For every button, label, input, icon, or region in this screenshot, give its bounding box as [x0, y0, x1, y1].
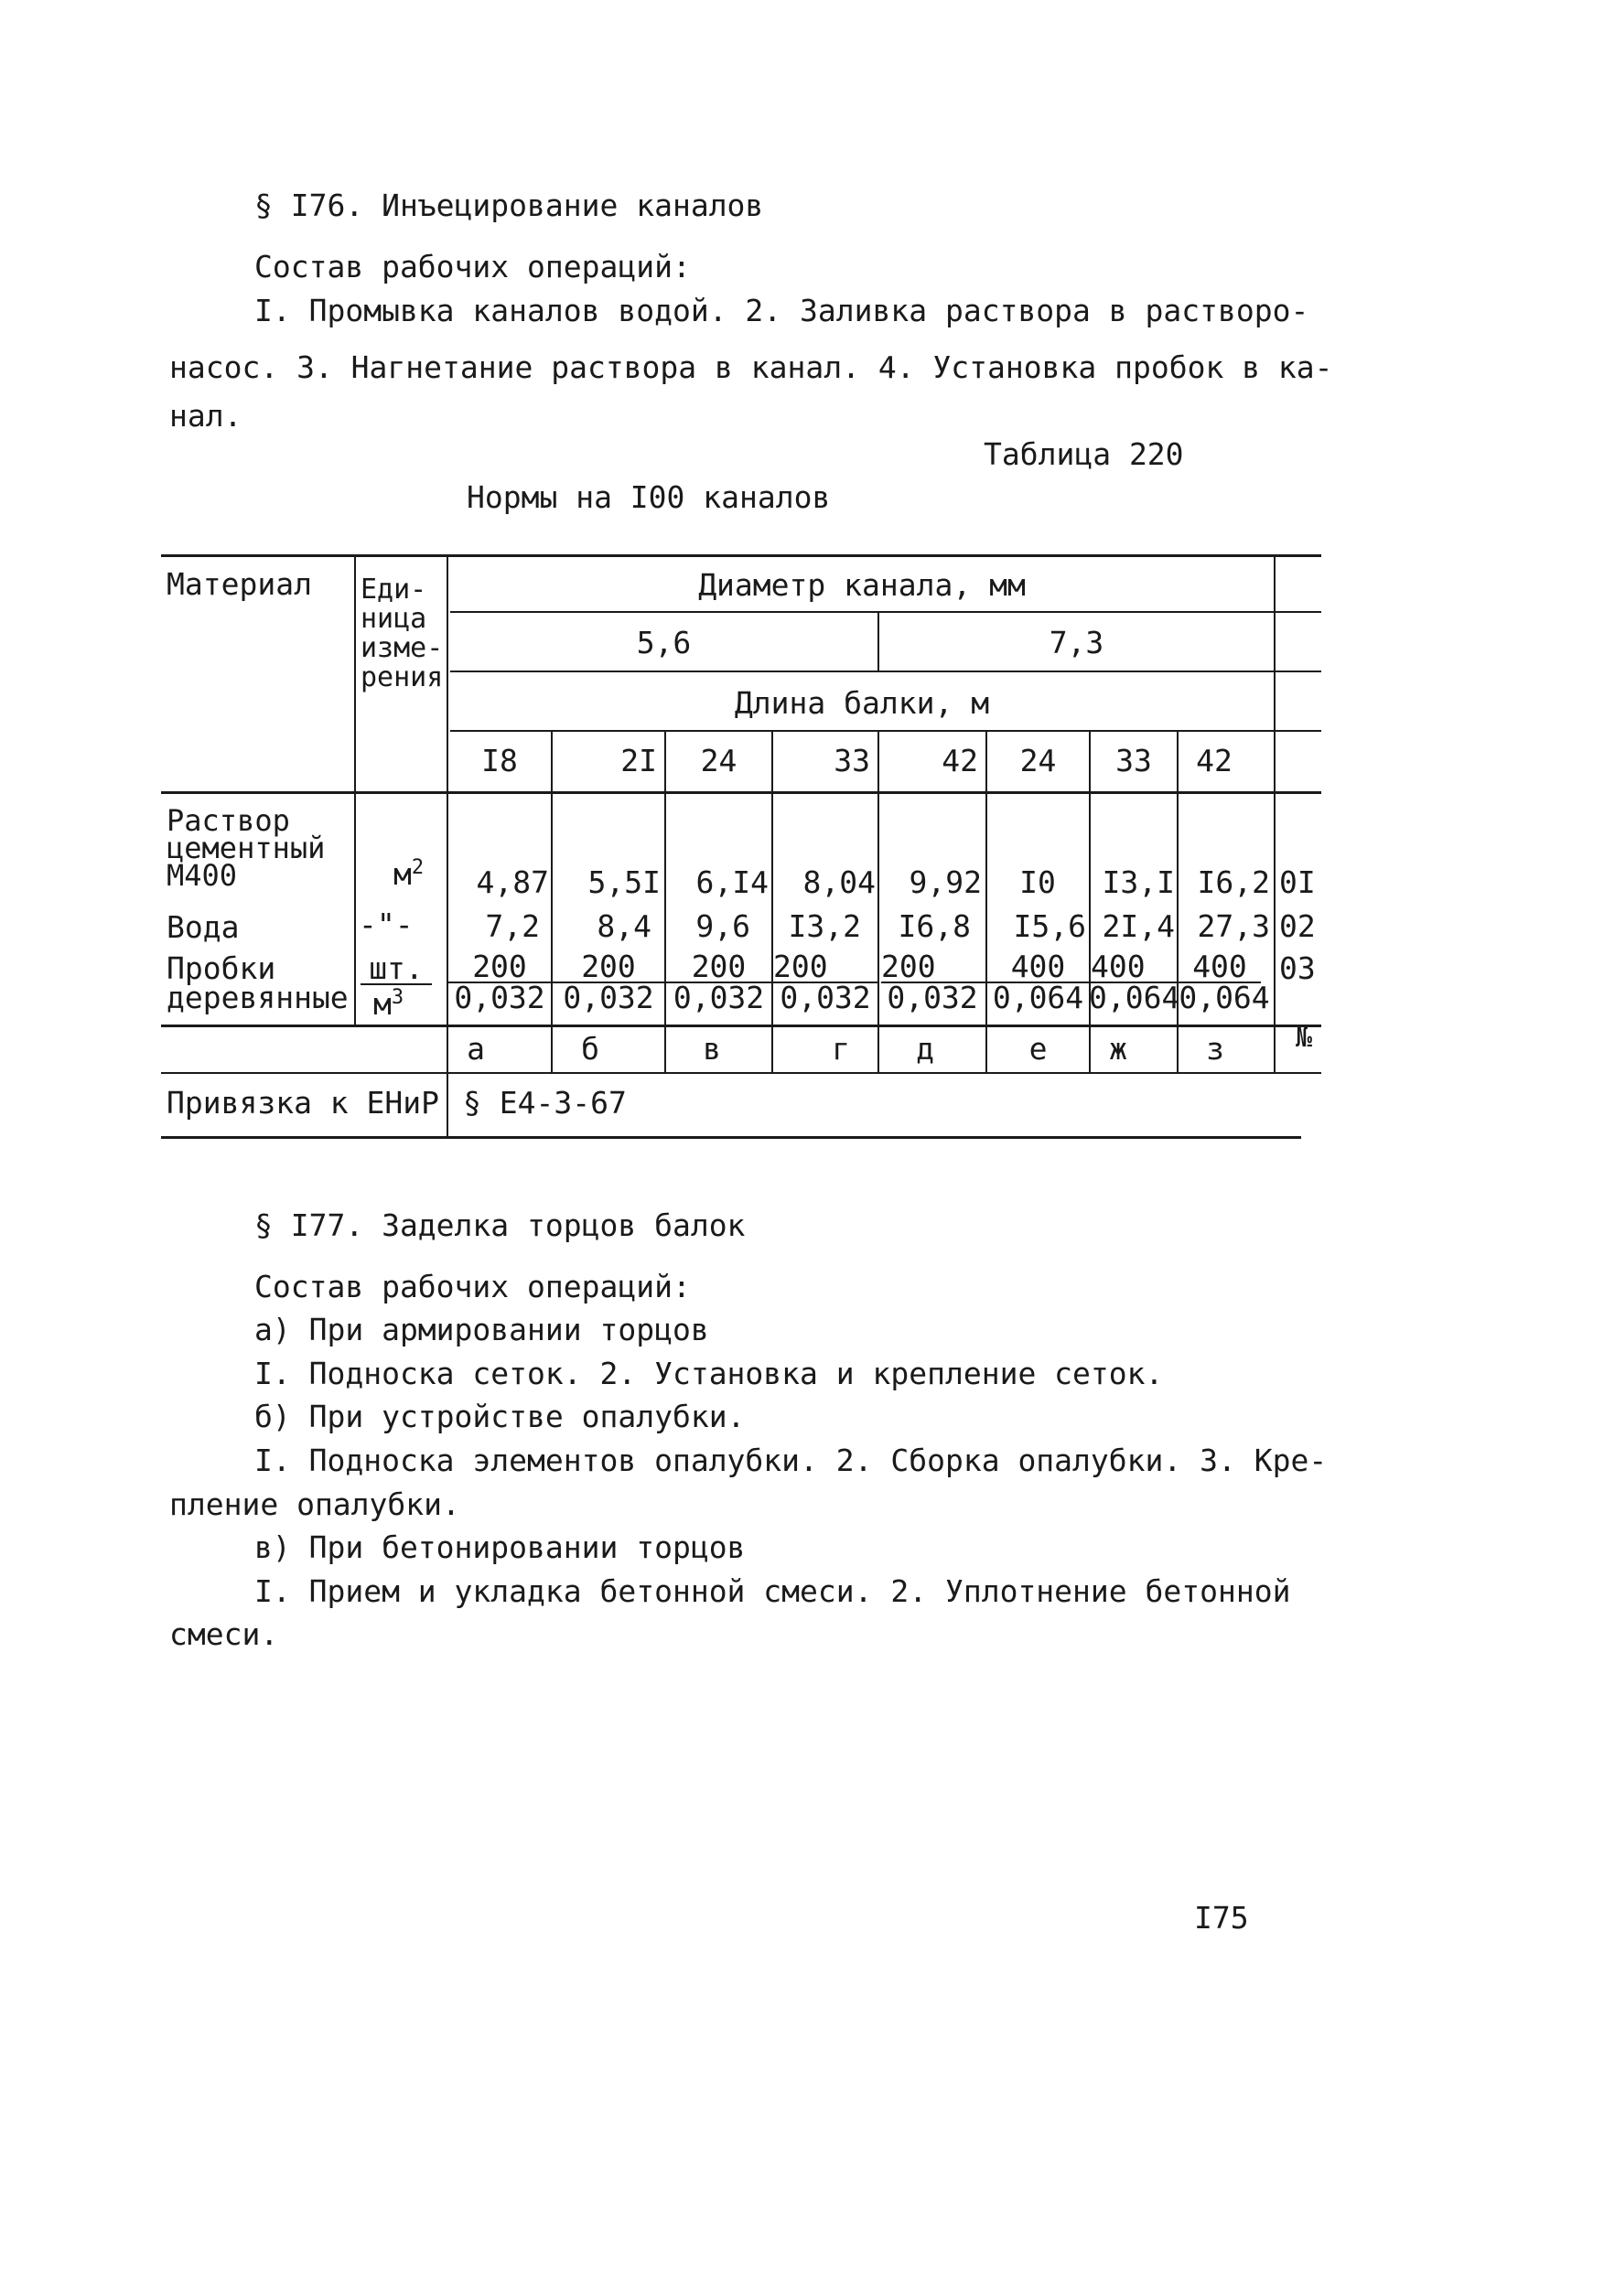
- section-177-line-5: I. Подноска элементов опалубки. 2. Сборка опалубки. 3. Кре-: [254, 1443, 1328, 1478]
- row-3-bottom-5: 0,032: [887, 980, 978, 1015]
- header-length-3: 24: [700, 743, 737, 778]
- header-length-1: I8: [481, 743, 518, 778]
- table-caption: Нормы на I00 каналов: [467, 479, 831, 515]
- header-material: Материал: [167, 566, 312, 602]
- row-2-val-2: 8,4: [597, 908, 651, 944]
- row-3-name: [167, 950, 349, 1015]
- letter-4: г: [832, 1031, 850, 1067]
- table-line-diameter: [450, 611, 1321, 613]
- header-diameter: Диаметр канала, мм: [698, 567, 1026, 603]
- row-1-code: 0I: [1279, 864, 1316, 900]
- row-3-top-8: 400: [1179, 951, 1261, 983]
- row-3-top-4: 200: [773, 951, 877, 983]
- table-col-sep-6: [1089, 730, 1091, 1072]
- header-d1: 5,6: [636, 625, 692, 660]
- table-header-bottom: [161, 791, 1321, 794]
- section-176-ops-heading: Состав рабочих операций:: [254, 249, 691, 284]
- row-3-bottom-2: 0,032: [563, 980, 654, 1015]
- section-177-line-1: Состав рабочих операций:: [254, 1269, 691, 1304]
- row-3-bottom-8: 0,064: [1179, 980, 1270, 1015]
- row-3-bottom-7: 0,064: [1089, 980, 1180, 1015]
- section-177-line-7: в) При бетонировании торцов: [254, 1529, 746, 1565]
- row-3-top-5: 200: [881, 951, 985, 983]
- row-2-val-7: 2I,4: [1102, 908, 1175, 944]
- section-176-title: § I76. Инъецирование каналов: [254, 188, 764, 223]
- table-letters-bottom: [161, 1072, 1321, 1074]
- row-3-bottom-3: 0,032: [673, 980, 765, 1015]
- row-2-val-1: 7,2: [485, 908, 540, 944]
- table-col-sep-7: [1177, 730, 1179, 1072]
- row-3-bottom-1: 0,032: [454, 980, 545, 1015]
- number-sign: №: [1296, 1022, 1313, 1054]
- row-3-bottom-4: 0,032: [780, 980, 871, 1015]
- section-176-ops-line-2: насос. 3. Нагнетание раствора в канал. 4. Установка пробок в ка-: [169, 349, 1333, 385]
- row-3-top-2: 200: [553, 951, 664, 983]
- table-col-sep-4: [877, 730, 879, 1072]
- letter-6: е: [1028, 1031, 1048, 1067]
- table-col-codes-left: [1274, 554, 1276, 1072]
- row-1-val-4: 8,04: [802, 864, 876, 900]
- row-1-name-line-2: цементный: [167, 831, 326, 865]
- row-2-name: Вода: [167, 909, 240, 945]
- header-length-2: 2I: [620, 743, 657, 778]
- header-unit-line-3: изме-: [361, 632, 444, 664]
- row-1-name: [167, 803, 326, 893]
- row-2-val-5: I6,8: [898, 908, 971, 944]
- table-number: Таблица 220: [984, 436, 1184, 472]
- table-col-sep-1: [551, 730, 553, 1072]
- section-177-line-4: б) При устройстве опалубки.: [254, 1399, 746, 1434]
- row-2-val-3: 9,6: [695, 908, 750, 944]
- section-177-line-8: I. Прием и укладка бетонной смеси. 2. Уплотнение бетонной: [254, 1573, 1291, 1609]
- section-176-ops-line-3: нал.: [169, 398, 242, 434]
- row-1-val-7: I3,I: [1102, 864, 1175, 900]
- letter-8: з: [1206, 1031, 1224, 1067]
- row-1-unit: $м^2$: [393, 856, 425, 892]
- letter-3: в: [703, 1031, 721, 1067]
- section-177-title: § I77. Заделка торцов балок: [254, 1207, 746, 1243]
- letter-2: б: [581, 1031, 599, 1067]
- row-3-name-line-1: Пробки: [167, 950, 276, 986]
- table-line-d-values: [450, 671, 1321, 672]
- row-1-val-8: I6,2: [1197, 864, 1270, 900]
- row-1-val-3: 6,I4: [695, 864, 769, 900]
- section-177-line-6: пление опалубки.: [169, 1486, 460, 1522]
- table-col-sep-2: [664, 730, 666, 1072]
- table-line-length: [450, 730, 1321, 732]
- row-1-name-line-3: М400: [167, 858, 238, 893]
- header-d2: 7,3: [1049, 625, 1104, 660]
- letter-7: ж: [1109, 1031, 1127, 1067]
- table-col-sep-3: [771, 730, 773, 1072]
- row-1-name-line-1: Раствор: [167, 803, 290, 838]
- row-3-top-3: 200: [666, 951, 771, 983]
- header-length-5: 42: [942, 743, 978, 778]
- row-2-val-6: I5,6: [1013, 908, 1086, 944]
- letter-1: а: [467, 1031, 485, 1067]
- row-3-unit-top: шт.: [361, 953, 432, 985]
- row-1-val-1: 4,87: [476, 864, 549, 900]
- header-unit-line-1: Еди-: [361, 574, 427, 606]
- row-2-unit: -"-: [359, 907, 414, 942]
- row-2-code: 02: [1279, 908, 1316, 944]
- section-177-line-9: смеси.: [169, 1616, 279, 1652]
- header-length-4: 33: [834, 743, 870, 778]
- row-2-val-4: I3,2: [788, 908, 861, 944]
- row-3-bottom-6: 0,064: [992, 980, 1084, 1015]
- table-top-border: [161, 554, 1321, 557]
- section-176-ops-line-1: I. Промывка каналов водой. 2. Заливка раствора в растворо-: [254, 293, 1309, 328]
- header-unit-line-2: ница: [361, 603, 427, 635]
- section-177-line-3: I. Подноска сеток. 2. Установка и крепление сеток.: [254, 1356, 1164, 1391]
- binding-label: Привязка к ЕНиР: [167, 1085, 440, 1121]
- row-3-top-6: 400: [987, 951, 1089, 983]
- binding-value: § Е4-3-67: [463, 1085, 627, 1121]
- table-body-bottom: [161, 1025, 1321, 1027]
- page-number: I75: [1194, 1900, 1249, 1936]
- table-col-unit-left: [354, 554, 356, 1025]
- row-3-top-7: 400: [1091, 951, 1177, 983]
- table-bottom-border: [161, 1136, 1301, 1139]
- letter-5: д: [916, 1031, 934, 1067]
- row-3-code: 03: [1279, 950, 1316, 986]
- section-177-line-2: а) При армировании торцов: [254, 1312, 709, 1347]
- header-length: Длина балки, м: [734, 685, 990, 721]
- header-length-6: 24: [1019, 743, 1057, 778]
- row-2-val-8: 27,3: [1197, 908, 1270, 944]
- row-3-top-1: 200: [448, 951, 551, 983]
- header-unit-line-4: рения: [361, 661, 444, 693]
- table-col-sep-5: [985, 730, 987, 1072]
- row-1-val-6: I0: [1019, 864, 1056, 900]
- row-1-val-2: 5,5I: [587, 864, 661, 900]
- header-length-8: 42: [1196, 743, 1233, 778]
- header-length-7: 33: [1115, 743, 1152, 778]
- row-1-val-5: 9,92: [909, 864, 982, 900]
- row-3-unit-bottom: $м^3$: [373, 986, 404, 1022]
- row-3-name-line-2: деревянные: [167, 980, 349, 1015]
